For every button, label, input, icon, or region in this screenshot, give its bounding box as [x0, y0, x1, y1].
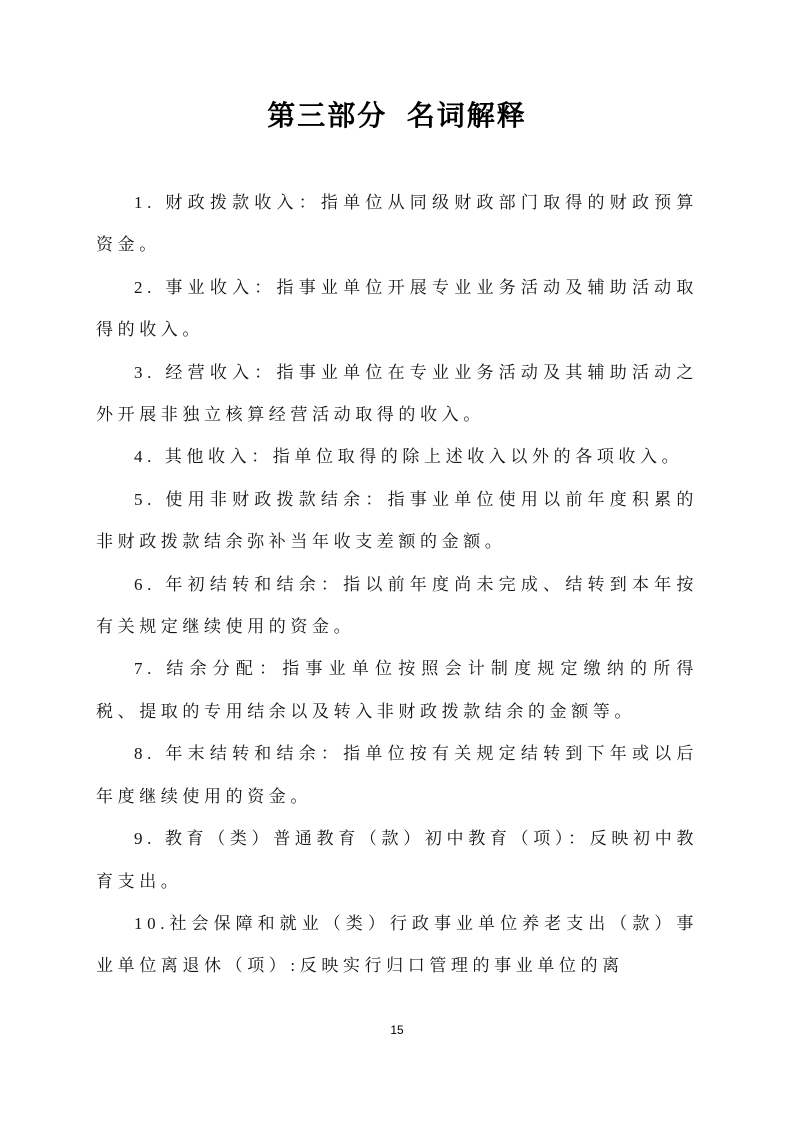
definition-item-5: 5. 使用非财政拨款结余：指事业单位使用以前年度积累的非财政拨款结余弥补当年收支差额的金额。 [96, 489, 698, 552]
definition-item-7: 7. 结余分配：指事业单位按照会计制度规定缴纳的所得税、提取的专用结余以及转入非财政拨款结余的金额等。 [96, 659, 698, 721]
definition-item-8: 8. 年末结转和结余：指单位按有关规定结转到下年或以后年度继续使用的资金。 [96, 744, 698, 806]
definition-item-6: 6. 年初结转和结余：指以前年度尚未完成、结转到本年按有关规定继续使用的资金。 [96, 574, 698, 637]
page-number: 15 [390, 1023, 404, 1037]
definition-item-4: 4. 其他收入：指单位取得的除上述收入以外的各项收入。 [134, 447, 684, 467]
definition-item-1: 1. 财政拨款收入：指单位从同级财政部门取得的财政预算资金。 [96, 193, 698, 255]
definitions-list [96, 182, 698, 988]
definition-item-10: 10.社会保障和就业（类）行政事业单位养老支出（款）事业单位离退休（项）:反映实行归口管理的事业单位的离 [96, 913, 698, 976]
page-title: 第三部分 名词解释 [267, 100, 527, 131]
definition-item-2: 2. 事业收入：指事业单位开展专业业务活动及辅助活动取得的收入。 [96, 277, 698, 340]
definition-item-3: 3. 经营收入：指事业单位在专业业务活动及其辅助活动之外开展非独立核算经营活动取得的收入。 [96, 362, 698, 425]
definition-item-9: 9. 教育（类）普通教育（款）初中教育（项）：反映初中教育支出。 [96, 829, 698, 891]
